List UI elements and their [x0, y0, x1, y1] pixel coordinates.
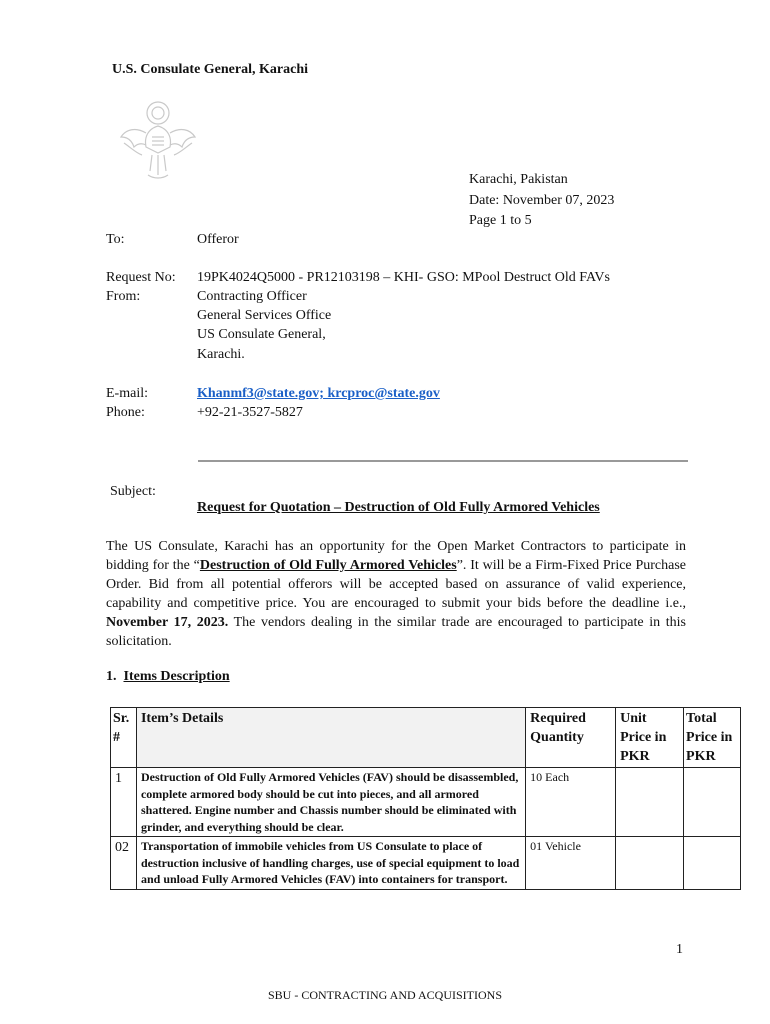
row-total-price[interactable] — [684, 768, 741, 837]
row-details: Destruction of Old Fully Armored Vehicles (FAV) should be disassembled, complete armored body should be cut into pieces, and all armored shattered. Engine number and Chassis number should be eliminated with grinder, and everything should be clear. — [136, 768, 525, 837]
row-quantity: 10 Each — [526, 768, 616, 837]
intro-text-1: The US Consulate, Karachi has an opportunity for the Open Market Contractors to participate in bidding for the “ — [106, 539, 686, 573]
email-label: E-mail: — [106, 386, 148, 401]
consulate-seal-icon — [118, 93, 198, 181]
from-label: From: — [106, 289, 141, 304]
to-value: Offeror — [197, 232, 239, 247]
table-row — [111, 837, 741, 890]
row-unit-price[interactable] — [616, 837, 684, 890]
section-heading — [106, 667, 230, 686]
row-details: Transportation of immobile vehicles from US Consulate to place of destruction inclusive of handling charges, use of special equipment to load and unload Fully Armored Vehicles (FAV) into containers for transport. — [136, 837, 525, 890]
document-date: Date: November 07, 2023 — [469, 193, 615, 208]
table-row — [111, 768, 741, 837]
divider — [198, 460, 688, 462]
row-sr: 1 — [111, 768, 137, 837]
page-range: Page 1 to 5 — [469, 213, 532, 228]
row-quantity: 01 Vehicle — [526, 837, 616, 890]
row-unit-price[interactable] — [616, 768, 684, 837]
row-total-price[interactable] — [684, 837, 741, 890]
header-total-price: Total Price in PKR — [684, 708, 741, 768]
from-line-1: Contracting Officer — [197, 289, 307, 304]
email-link[interactable]: Khanmf3@state.gov; krcproc@state.gov — [197, 386, 440, 401]
request-number: 19PK4024Q5000 - PR12103198 – KHI- GSO: MPool Destruct Old FAVs — [197, 270, 610, 285]
from-line-3: US Consulate General, — [197, 327, 326, 342]
header-sr: Sr. # — [111, 708, 137, 768]
to-label: To: — [106, 232, 125, 247]
header-details: Item’s Details — [136, 708, 525, 768]
intro-deadline: November 17, 2023. — [106, 615, 229, 630]
row-sr: 02 — [111, 837, 137, 890]
request-label: Request No: — [106, 270, 176, 285]
header-quantity: Required Quantity — [526, 708, 616, 768]
table-header-row — [111, 708, 741, 768]
location: Karachi, Pakistan — [469, 172, 568, 187]
intro-paragraph — [106, 537, 686, 651]
phone-value: +92-21-3527-5827 — [197, 405, 303, 420]
from-line-4: Karachi. — [197, 347, 245, 362]
phone-label: Phone: — [106, 405, 145, 420]
section-number: 1. — [106, 669, 117, 684]
header-unit-price: Unit Price in PKR — [616, 708, 684, 768]
intro-text-2: ”. It will be a Firm-Fixed Price Purchase Order. Bid from all potential offerors will be accepted based on assurance of valid experience, capability and competitive price. You are encouraged to submit your bids before the deadline i.e., — [106, 558, 687, 611]
office-title: U.S. Consulate General, Karachi — [112, 62, 308, 77]
footer-classification: SBU - CONTRACTING AND ACQUISITIONS — [267, 988, 502, 1002]
intro-text-3: The vendors dealing in the similar trade are encouraged to participate in this solicitation. — [106, 615, 687, 649]
section-title: Items Description — [123, 669, 230, 684]
intro-emphasis-title: Destruction of Old Fully Armored Vehicles — [199, 558, 457, 573]
subject-label: Subject: — [110, 484, 156, 499]
items-table — [110, 707, 741, 890]
page-number: 1 — [676, 942, 683, 957]
subject-title: Request for Quotation – Destruction of Old Fully Armored Vehicles — [197, 500, 600, 515]
from-line-2: General Services Office — [197, 308, 332, 323]
